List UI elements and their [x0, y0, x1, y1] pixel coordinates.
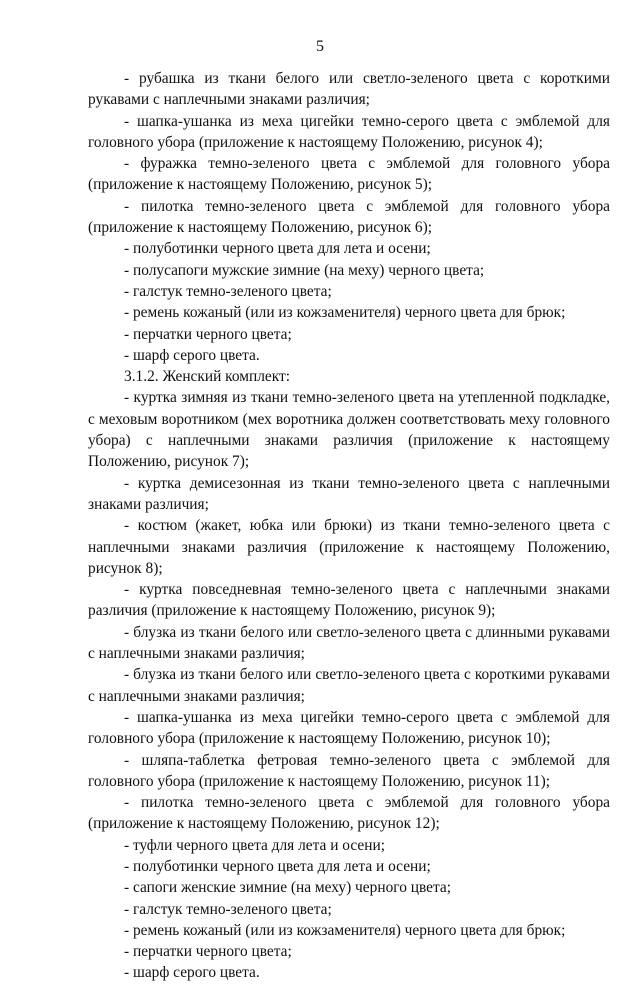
- paragraph-women-low-shoes: - полуботинки черного цвета для лета и осени;: [124, 857, 431, 875]
- paragraph-women-demi-season-jacket: - куртка демисезонная из ткани темно-зеленого цвета с наплечными знаками различия;: [88, 474, 610, 513]
- section-heading-women-set: 3.1.2. Женский комплект:: [124, 368, 291, 386]
- paragraph-women-scarf: - шарф серого цвета.: [124, 964, 260, 982]
- document-body: [88, 68, 610, 984]
- paragraph-men-low-shoes: - полуботинки черного цвета для лета и осени;: [124, 240, 431, 258]
- paragraph-women-suit: - костюм (жакет, юбка или брюки) из ткани темно-зеленого цвета с наплечными знаками различия (приложение к настоящему Положению, рисунок 8);: [88, 517, 610, 577]
- paragraph-men-ushanka-hat: - шапка-ушанка из меха цигейки темно-серого цвета с эмблемой для головного убора (приложение к настоящему Положению, рисунок 4);: [88, 112, 610, 151]
- paragraph-men-belt: - ремень кожаный (или из кожзаменителя) черного цвета для брюк;: [124, 304, 566, 322]
- paragraph-women-pillbox-hat: - шляпа-таблетка фетровая темно-зеленого цвета с эмблемой для головного убора (приложение к настоящему Положению, рисунок 11);: [88, 751, 610, 790]
- paragraph-women-winter-boots: - сапоги женские зимние (на меху) черного цвета;: [124, 879, 451, 897]
- paragraph-men-garrison-cap: - пилотка темно-зеленого цвета с эмблемой для головного убора (приложение к настоящему Положению, рисунок 6);: [88, 197, 610, 237]
- paragraph-men-shirt-short-sleeves: - рубашка из ткани белого или светло-зеленого цвета с короткими рукавами с наплечными знаками различия;: [88, 70, 610, 109]
- paragraph-women-ushanka-hat: - шапка-ушанка из меха цигейки темно-серого цвета с эмблемой для головного убора (приложение к настоящему Положению, рисунок 10);: [88, 708, 610, 748]
- paragraph-women-gloves: - перчатки черного цвета;: [124, 943, 292, 961]
- paragraph-women-belt: - ремень кожаный (или из кожзаменителя) черного цвета для брюк;: [124, 921, 566, 939]
- paragraph-men-peaked-cap: - фуражка темно-зеленого цвета с эмблемой для головного убора (приложение к настоящему Положению, рисунок 5);: [88, 155, 610, 194]
- paragraph-men-winter-boots: - полусапоги мужские зимние (на меху) черного цвета;: [124, 261, 485, 279]
- paragraph-men-gloves: - перчатки черного цвета;: [124, 325, 292, 343]
- paragraph-women-garrison-cap: - пилотка темно-зеленого цвета с эмблемой для головного убора (приложение к настоящему Положению, рисунок 12);: [88, 794, 610, 833]
- paragraph-women-everyday-jacket: - куртка повседневная темно-зеленого цвета с наплечными знаками различия (приложение к настоящему Положению, рисунок 9);: [88, 581, 610, 620]
- paragraph-men-tie: - галстук темно-зеленого цвета;: [124, 282, 332, 300]
- paragraph-women-winter-jacket: - куртка зимняя из ткани темно-зеленого цвета на утепленной подкладке, с меховым воротником (мех воротника должен соответствовать меху головного убора) с наплечными знаками различия (приложение к настоящему Положению, рисунок 7);: [88, 389, 610, 471]
- paragraph-men-scarf: - шарф серого цвета.: [124, 346, 260, 364]
- paragraph-women-blouse-short-sleeves: - блузка из ткани белого или светло-зеленого цвета с короткими рукавами с наплечными знаками различия;: [88, 666, 610, 705]
- paragraph-women-tie: - галстук темно-зеленого цвета;: [124, 900, 332, 918]
- page-number: 5: [316, 38, 324, 55]
- paragraph-women-blouse-long-sleeves: - блузка из ткани белого или светло-зеленого цвета с длинными рукавами с наплечными знаками различия;: [88, 623, 610, 663]
- paragraph-women-shoes: - туфли черного цвета для лета и осени;: [124, 836, 385, 854]
